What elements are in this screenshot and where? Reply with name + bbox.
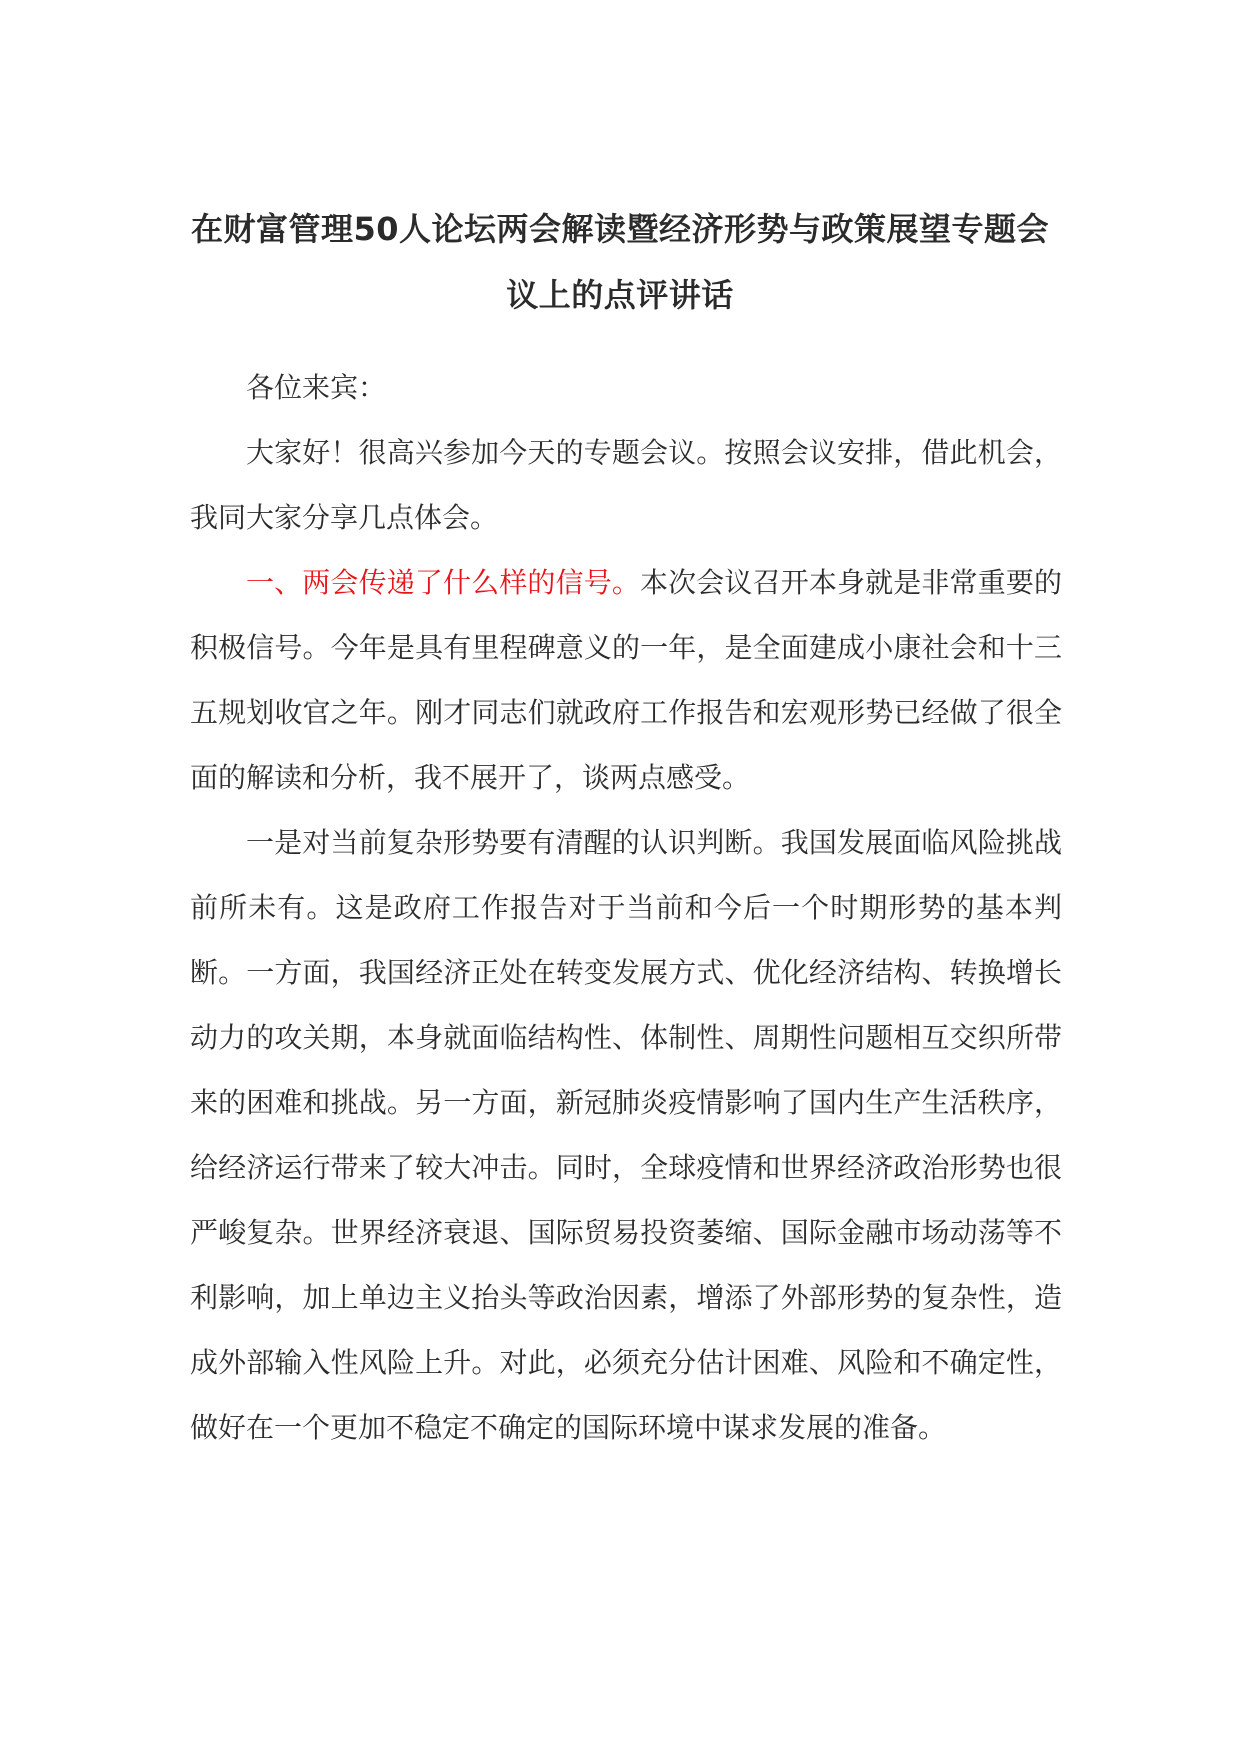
document-body xyxy=(190,355,1062,1460)
paragraph-point-one: 一是对当前复杂形势要有清醒的认识判断。我国发展面临风险挑战前所未有。这是政府工作报告对于当前和今后一个时期形势的基本判断。一方面，我国经济正处在转变发展方式、优化经济结构、转换增长动力的攻关期，本身就面临结构性、体制性、周期性问题相互交织所带来的困难和挑战。另一方面，新冠肺炎疫情影响了国内生产生活秩序，给经济运行带来了较大冲击。同时，全球疫情和世界经济政治形势也很严峻复杂。世界经济衰退、国际贸易投资萎缩、国际金融市场动荡等不利影响，加上单边主义抬头等政治因素，增添了外部形势的复杂性，造成外部输入性风险上升。对此，必须充分估计困难、风险和不确定性，做好在一个更加不稳定不确定的国际环境中谋求发展的准备。 xyxy=(190,826,1062,1444)
section-heading-highlight: 一、两会传递了什么样的信号。 xyxy=(246,566,640,599)
paragraph-section-one xyxy=(190,550,1062,810)
paragraph-opening: 大家好！很高兴参加今天的专题会议。按照会议安排，借此机会，我同大家分享几点体会。 xyxy=(190,436,1062,534)
greeting-paragraph: 各位来宾： xyxy=(246,371,387,404)
document-title: 在财富管理50人论坛两会解读暨经济形势与政策展望专题会议上的点评讲话 xyxy=(190,210,1050,314)
section-one-text: 本次会议召开本身就是非常重要的积极信号。今年是具有里程碑意义的一年，是全面建成小康社会和十三五规划收官之年。刚才同志们就政府工作报告和宏观形势已经做了很全面的解读和分析，我不展开了，谈两点感受。 xyxy=(190,566,1062,794)
